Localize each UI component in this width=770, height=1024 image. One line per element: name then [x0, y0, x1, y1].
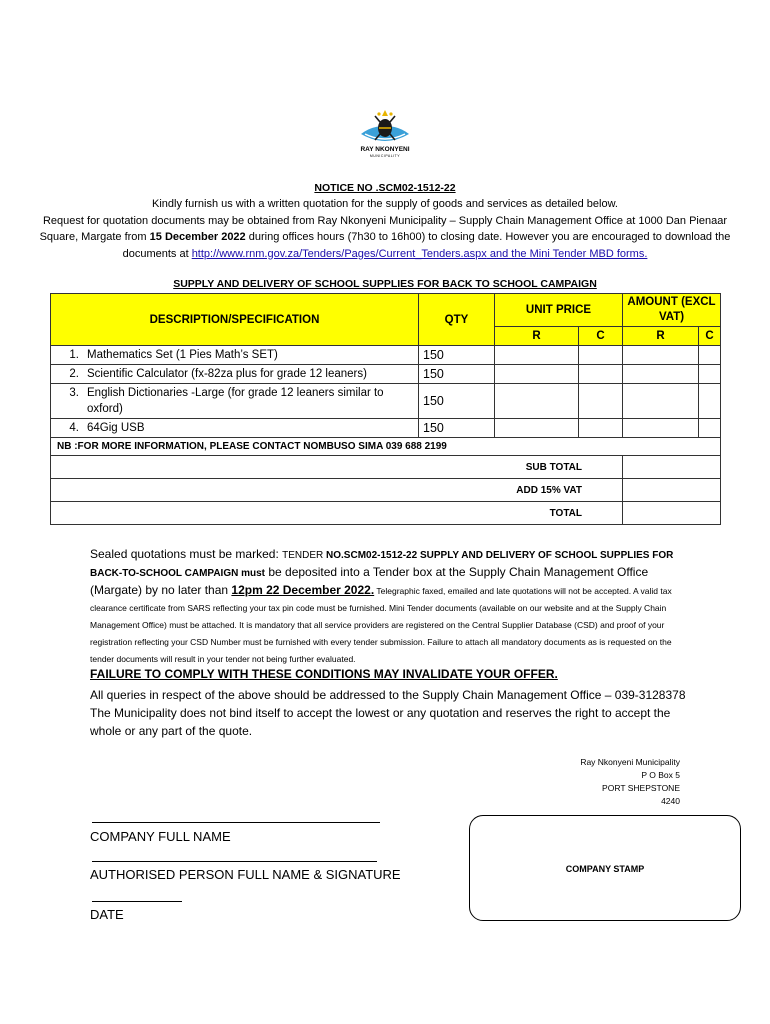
company-stamp-label: COMPANY STAMP: [565, 864, 645, 874]
address-line: PORT SHEPSTONE: [602, 783, 680, 793]
table-row: [51, 419, 721, 438]
cell-empty: [699, 365, 721, 384]
cell-empty: [579, 346, 623, 365]
company-stamp-box: [469, 815, 741, 921]
company-name-line[interactable]: [92, 822, 380, 823]
failure-warning: FAILURE TO COMPLY WITH THESE CONDITIONS MAY INVALIDATE YOUR OFFER.: [90, 667, 558, 681]
tenders-link[interactable]: http://www.rnm.gov.za/Tenders/Pages/Current_Tenders.aspx: [191, 247, 487, 260]
header-qty: QTY: [419, 294, 495, 346]
quotation-table: [50, 293, 721, 525]
header-unit-rand: R: [495, 327, 579, 346]
table-row: [51, 365, 721, 384]
item-description: Scientific Calculator (fx-82za plus for grade 12 leaners): [87, 368, 367, 380]
mini-tender-link[interactable]: and the Mini Tender MBD forms.: [486, 247, 648, 260]
sub-total-label: SUB TOTAL: [51, 456, 623, 479]
sealed-quotations-paragraph: [90, 546, 690, 667]
intro-line2a: Request for quotation documents may be obtained from Ray Nkonyeni Municipality – Supply Chain Management Office at 1000 Dan Pienaar Square, Margate from: [39, 214, 728, 243]
signature-line[interactable]: [92, 861, 377, 862]
vat-label: ADD 15% VAT: [51, 479, 623, 502]
item-description: English Dictionaries -Large (for grade 12 leaners similar to oxford): [87, 387, 384, 415]
total-label: TOTAL: [51, 502, 623, 525]
cell-empty: [495, 346, 579, 365]
sealed-conditions: Telegraphic faxed, emailed and late quotations will not be accepted. A valid tax clearance certificate from SARS reflecting your tax pin code must be furnished. Mini Tender documents (available on our website and at the Supply Chain Management Office) must be attached. It is mandatory that all service providers are registered on the Central Supplier Database (CSD) and proof of your registration reflecting your CSD Number must be furnished with every tender submission. Failure to attach all mandatory documents as is requested on the tender documents will result in your tender not being further evaluated.: [90, 586, 672, 664]
item-description: 64Gig USB: [87, 422, 145, 434]
municipality-clause: The Municipality does not bind itself to accept the lowest or any quotation and reserves the right to accept the whole or any part of the quote.: [90, 706, 671, 738]
municipality-logo: [355, 108, 415, 160]
table-row: [51, 384, 721, 419]
date-line[interactable]: [92, 901, 182, 902]
vat-value: [623, 479, 721, 502]
header-amount: AMOUNT (EXCL VAT): [623, 294, 721, 327]
cell-empty: [495, 384, 579, 419]
header-amount-rand: R: [623, 327, 699, 346]
cell-empty: [623, 365, 699, 384]
company-name-label: COMPANY FULL NAME: [90, 829, 231, 844]
sealed-tender: TENDER: [282, 550, 327, 561]
cell-empty: [623, 419, 699, 438]
address-line: P O Box 5: [641, 770, 680, 780]
header-unit-price: UNIT PRICE: [495, 294, 623, 327]
authorised-person-label: AUTHORISED PERSON FULL NAME & SIGNATURE: [90, 867, 401, 882]
item-qty: 150: [419, 384, 495, 419]
cell-empty: [495, 365, 579, 384]
cell-empty: [579, 384, 623, 419]
sealed-deadline: 12pm 22 December 2022.: [231, 583, 375, 597]
header-amount-cents: C: [699, 327, 721, 346]
address-line: Ray Nkonyeni Municipality: [580, 757, 680, 767]
logo-tagline: MUNICIPALITY: [369, 154, 401, 158]
total-value: [623, 502, 721, 525]
sealed-after-tender: be deposited into a Tender box at the Supply Chain Management Office (Margate) by no later than: [90, 565, 649, 597]
header-unit-cents: C: [579, 327, 623, 346]
logo-name: RAY NKONYENI: [360, 146, 410, 153]
notice-intro: [24, 196, 746, 262]
item-description: Mathematics Set (1 Pies Math’s SET): [87, 349, 278, 361]
cell-empty: [699, 384, 721, 419]
address-block: [580, 756, 680, 808]
item-qty: 150: [419, 419, 495, 438]
item-number: 3.: [69, 387, 79, 399]
cell-empty: [699, 346, 721, 365]
queries-text: All queries in respect of the above should be addressed to the Supply Chain Management Office – 039-3128378: [90, 688, 686, 702]
contact-note: NB :FOR MORE INFORMATION, PLEASE CONTACT NOMBUSO SIMA 039 688 2199: [51, 438, 721, 456]
notice-title: NOTICE NO .SCM02-1512-22: [314, 182, 456, 194]
sealed-prefix: Sealed quotations must be marked:: [90, 547, 283, 561]
item-qty: 150: [419, 346, 495, 365]
table-title: SUPPLY AND DELIVERY OF SCHOOL SUPPLIES FOR BACK TO SCHOOL CAMPAIGN: [173, 278, 597, 290]
item-number: 4.: [69, 422, 79, 434]
table-row: [51, 346, 721, 365]
item-number: 1.: [69, 349, 79, 361]
intro-line2b: during offices hours (7h30 to 16h00) to closing date. However you are encouraged to download the documents at: [122, 231, 731, 260]
cell-empty: [623, 346, 699, 365]
date-label: DATE: [90, 907, 124, 922]
item-number: 2.: [69, 368, 79, 380]
sub-total-value: [623, 456, 721, 479]
item-qty: 150: [419, 365, 495, 384]
header-description: DESCRIPTION/SPECIFICATION: [51, 294, 419, 346]
cell-empty: [495, 419, 579, 438]
intro-line1: Kindly furnish us with a written quotation for the supply of goods and services as detailed below.: [152, 198, 618, 210]
cell-empty: [579, 365, 623, 384]
queries-paragraph: [90, 686, 690, 740]
sealed-tender-number: NO.SCM02-1512-22 SUPPLY AND DELIVERY OF SCHOOL SUPPLIES FOR BACK-TO-SCHOOL CAMPAIGN must: [90, 550, 674, 579]
cell-empty: [699, 419, 721, 438]
address-line: 4240: [661, 796, 680, 806]
intro-date: 15 December 2022: [149, 231, 246, 243]
cell-empty: [623, 384, 699, 419]
cell-empty: [579, 419, 623, 438]
